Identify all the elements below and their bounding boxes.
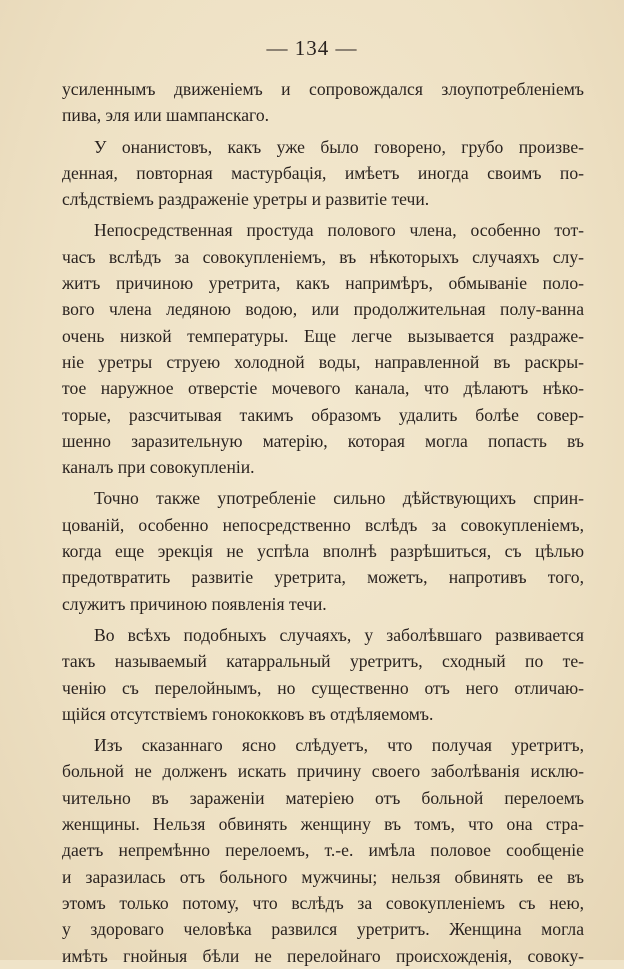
text-line: цованiй, особенно непосредственно вслѣдъ за совокупленiемъ, [62, 514, 584, 535]
text-line: предотвратить развитiе уретрита, можетъ, напротивъ того, [62, 567, 584, 588]
text-line: щiйся отсутствiемъ гонококковъ въ отдѣляемомъ. [62, 703, 434, 724]
text-line: женщины. Нельзя обвинять женщину въ томъ, что она стра- [62, 814, 584, 835]
body-text [62, 76, 584, 969]
text-line: ченiю съ перелойнымъ, но существенно отъ него отличаю- [62, 677, 584, 698]
text-line: и заразилась отъ больного мужчины; нельзя обвинять ее въ [62, 866, 584, 887]
text-line: каналъ при совокупленiи. [62, 457, 255, 478]
text-line: денная, повторная мастурбацiя, имѣетъ иногда своимъ по- [62, 162, 584, 183]
text-line: этомъ только потому, что вслѣдъ за совокупленiемъ съ нею, [62, 892, 584, 913]
text-line: чительно въ зараженiи матерiею отъ больной перелоемъ [62, 787, 584, 808]
text-line: когда еще эрекцiя не успѣла вполнѣ разрѣшиться, съ цѣлью [62, 541, 584, 562]
text-line: имѣть гнойныя бѣли не перелойнаго происхожденiя, совоку- [62, 945, 584, 966]
page-number: — 134 — [266, 36, 358, 60]
text-line: торые, разсчитывая такимъ образомъ удалить болѣе совер- [62, 404, 584, 425]
text-line: Во всѣхъ подобныхъ случаяхъ, у заболѣвшаго развивается [94, 624, 584, 645]
text-line: У онанистовъ, какъ уже было говорено, грубо произве- [94, 136, 584, 157]
text-line: вого члена ледяною водою, или продолжительная полу-ванна [62, 299, 584, 320]
text-line: больной не долженъ искать причину своего заболѣванiя исклю- [62, 761, 584, 782]
text-line: слѣдствiемъ раздраженiе уретры и развитiе течи. [62, 189, 430, 210]
text-line: пива, эля или шампанскаго. [62, 105, 270, 126]
text-line: тое наружное отверстiе мочевого канала, что дѣлаютъ нѣко- [62, 378, 584, 399]
text-line: у здороваго человѣка развился уретритъ. Женщина могла [62, 919, 584, 940]
text-line: служитъ причиною появленiя течи. [62, 593, 327, 614]
text-line: очень низкой температуры. Еще легче вызывается раздраже- [62, 325, 584, 346]
text-line: нiе уретры струею холодной воды, направленной въ раскры- [62, 351, 584, 372]
text-line: шенно заразительную матерiю, которая могла попасть въ [62, 430, 584, 451]
text-line: такъ называемый катарральный уретритъ, сходный по те- [62, 651, 584, 672]
text-line: Точно также употребленiе сильно дѣйствующихъ сприн- [94, 488, 584, 509]
text-line: Непосредственная простуда полового члена, особенно тот- [94, 220, 584, 241]
text-line: Изъ сказаннаго ясно слѣдуетъ, что получая уретритъ, [94, 735, 584, 756]
text-line: даетъ непремѣнно перелоемъ, т.-е. имѣла половое сообщенiе [62, 840, 584, 861]
text-line: житъ причиною уретрита, какъ напримѣръ, обмыванiе поло- [62, 273, 584, 294]
text-line: часъ вслѣдъ за совокупленiемъ, въ нѣкоторыхъ случаяхъ слу- [62, 246, 584, 267]
text-line: усиленнымъ движенiемъ и сопровождался злоупотребленiемъ [62, 79, 584, 99]
